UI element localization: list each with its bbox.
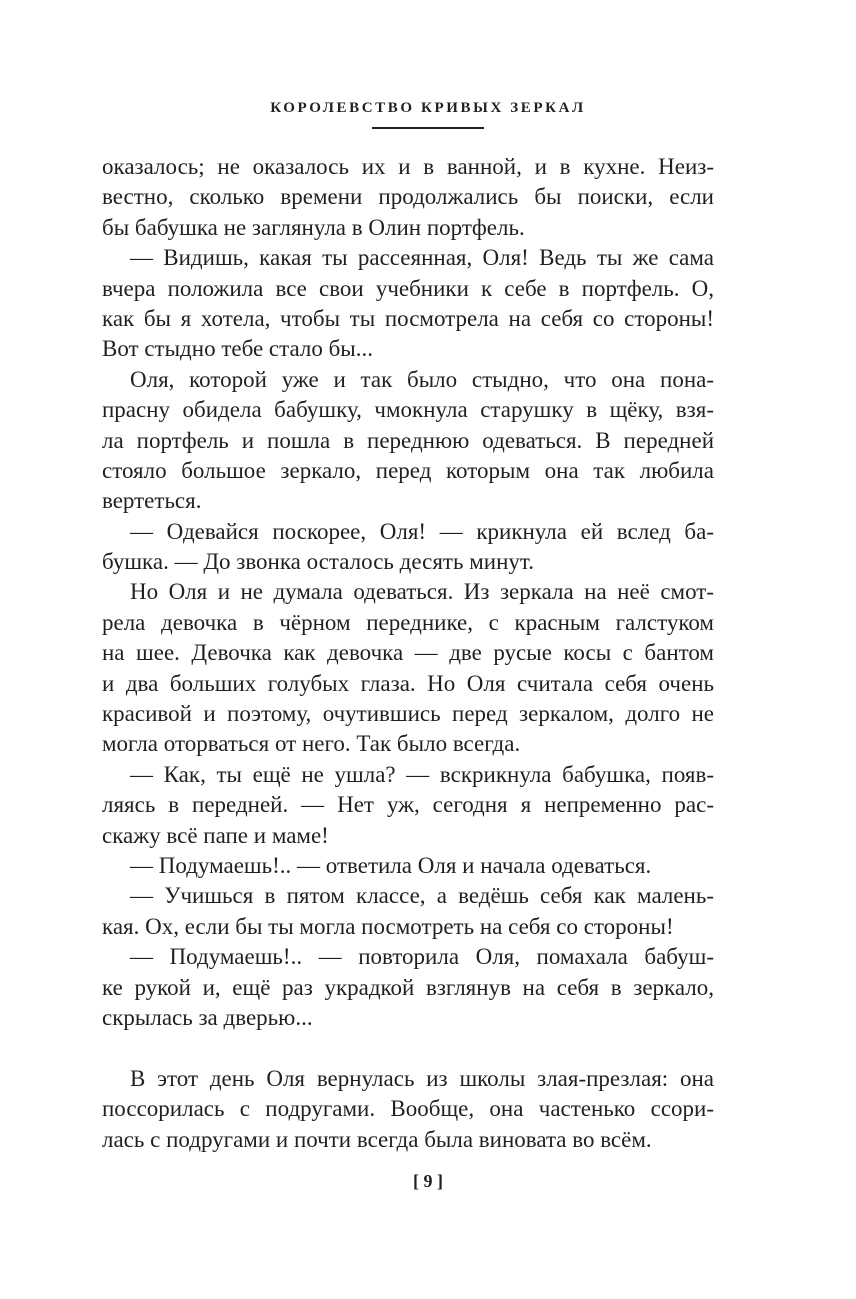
- page-number: [ 9 ]: [413, 1171, 443, 1191]
- text-line: ляясь в передней. — Нет уж, сегодня я непременно рас-: [102, 792, 714, 818]
- text-line: — Одевайся поскорее, Оля! — крикнула ей вслед ба-: [130, 518, 714, 544]
- text-line: вестно, сколько времени продолжались бы поиски, если: [102, 184, 714, 210]
- text-line: кая. Ох, если бы ты могла посмотреть на себя со стороны!: [102, 913, 674, 939]
- text-line: — Как, ты ещё не ушла? — вскрикнула бабушка, появ-: [130, 761, 714, 787]
- text-line: скажу всё папе и маме!: [102, 822, 329, 848]
- text-line: лась с подругами и почти всегда была виновата во всём.: [102, 1126, 652, 1152]
- text-line: вчера положила все свои учебники к себе в портфель. О,: [102, 275, 714, 301]
- text-line: поссорилась с подругами. Вообще, она частенько ссори-: [102, 1096, 714, 1122]
- page-body-text: [102, 152, 714, 1155]
- text-line: прасну обидела бабушку, чмокнула старушку в щёку, взя-: [102, 397, 714, 423]
- text-line: скрылась за дверью...: [102, 1004, 313, 1030]
- text-line: ла портфель и пошла в переднюю одеваться. В передней: [102, 427, 714, 453]
- text-line: — Подумаешь!.. — ответила Оля и начала одеваться.: [130, 852, 652, 878]
- text-line: оказалось; не оказалось их и в ванной, и в кухне. Неиз-: [102, 154, 714, 179]
- text-line: бушка. — До звонка осталось десять минут.: [102, 549, 534, 575]
- text-line: рела девочка в чёрном переднике, с красным галстуком: [102, 609, 714, 635]
- text-line: могла оторваться от него. Так было всегда.: [102, 731, 521, 757]
- text-line: стояло большое зеркало, перед которым она так любила: [102, 457, 714, 483]
- running-title-rule: [372, 127, 484, 129]
- text-line: Вот стыдно тебе стало бы...: [102, 336, 374, 362]
- text-line: красивой и поэтому, очутившись перед зеркалом, долго не: [102, 701, 714, 727]
- text-line: ке рукой и, ещё раз украдкой взглянув на себя в зеркало,: [102, 974, 714, 1000]
- text-line: — Видишь, какая ты рассеянная, Оля! Ведь ты же сама: [130, 245, 714, 271]
- text-line: бы бабушка не заглянула в Олин портфель.: [102, 214, 525, 240]
- text-line: Оля, которой уже и так было стыдно, что она пона-: [130, 366, 714, 392]
- text-line: Но Оля и не думала одеваться. Из зеркала на неё смот-: [130, 579, 714, 605]
- text-line: В этот день Оля вернулась из школы злая-презлая: она: [130, 1065, 714, 1091]
- text-line: как бы я хотела, чтобы ты посмотрела на себя со стороны!: [102, 305, 714, 331]
- text-line: — Учишься в пятом классе, а ведёшь себя как малень-: [130, 883, 714, 909]
- running-title: КОРОЛЕВСТВО КРИВЫХ ЗЕРКАЛ: [270, 100, 586, 116]
- section-break: [102, 1033, 714, 1063]
- text-line: вертеться.: [102, 488, 202, 514]
- text-line: на шее. Девочка как девочка — две русые косы с бантом: [102, 640, 714, 666]
- text-line: и два больших голубых глаза. Но Оля считала себя очень: [102, 670, 714, 696]
- text-line: — Подумаешь!.. — повторила Оля, помахала бабуш-: [130, 944, 714, 970]
